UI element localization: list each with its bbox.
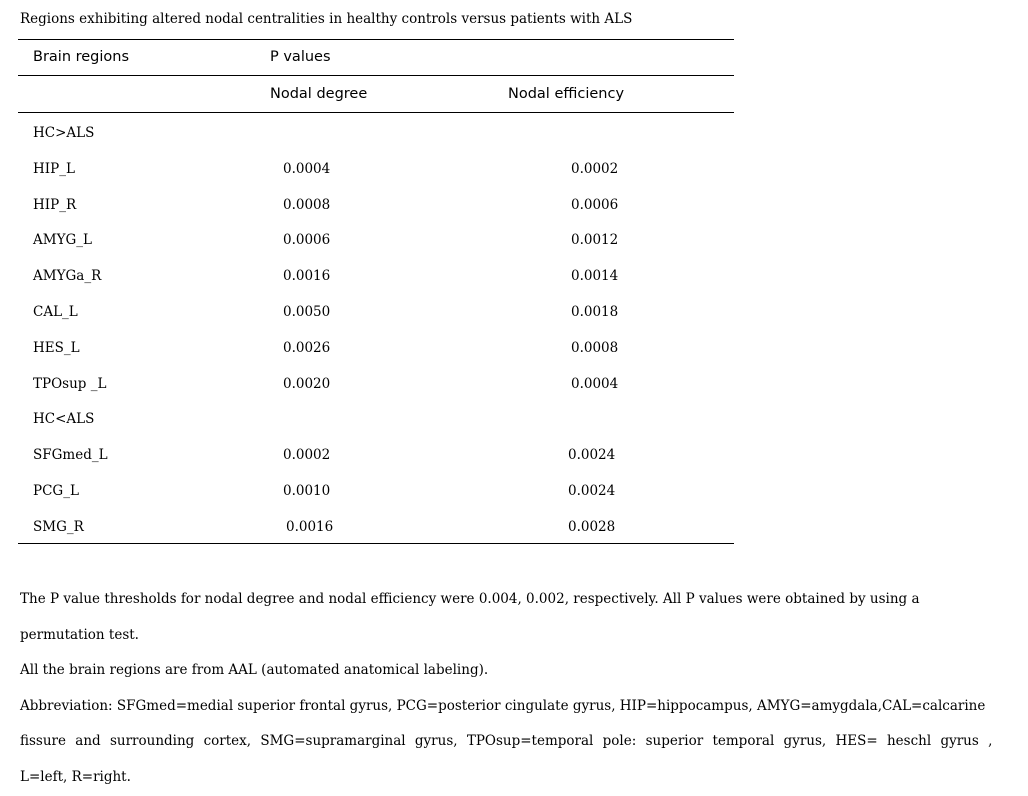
note-threshold-cont: permutation test.	[20, 626, 139, 643]
nodal-efficiency-cell: 0.0014	[571, 268, 619, 285]
nodal-degree-cell: 0.0016	[286, 518, 334, 535]
nodal-efficiency-cell: 0.0002	[571, 160, 619, 177]
table-row	[0, 186, 740, 222]
table-row	[0, 150, 740, 186]
header-rule-1	[18, 75, 734, 76]
table-notes	[20, 582, 1010, 795]
table-row	[0, 329, 740, 365]
region-cell: HIP_R	[33, 196, 77, 213]
nodal-degree-cell: 0.0008	[283, 196, 331, 213]
table-row	[0, 436, 740, 472]
note-abbreviation: Abbreviation: SFGmed=medial superior frontal gyrus, PCG=posterior cingulate gyrus, HIP=hippocampus, AMYG=amygdala,CAL=calcarine	[20, 697, 986, 714]
header-nodal-efficiency: Nodal efficiency	[508, 86, 625, 102]
nodal-degree-cell: 0.0010	[283, 482, 331, 499]
region-cell: SFGmed_L	[33, 447, 108, 464]
nodal-degree-cell: 0.0006	[283, 232, 331, 249]
note-aal: All the brain regions are from AAL (automated anatomical labeling).	[20, 662, 489, 678]
header-rule-2	[18, 112, 734, 113]
region-cell: AMYG_L	[33, 232, 92, 249]
header-brain-regions: Brain regions	[33, 49, 130, 65]
region-cell: CAL_L	[33, 303, 78, 320]
group-label: HC>ALS	[33, 125, 95, 141]
table-row	[0, 472, 740, 508]
region-cell: HIP_L	[33, 160, 75, 177]
nodal-degree-cell: 0.0020	[283, 375, 331, 392]
region-cell: PCG_L	[33, 482, 79, 499]
table-title: Regions exhibiting altered nodal centralities in healthy controls versus patients with ALS	[20, 11, 633, 27]
nodal-efficiency-cell: 0.0012	[571, 232, 619, 249]
table-row	[0, 365, 740, 401]
nodal-degree-cell: 0.0050	[283, 303, 331, 320]
table-row-group-hc-lt-als	[0, 400, 740, 436]
table-top-rule	[18, 39, 734, 40]
note-threshold: The P value thresholds for nodal degree and nodal efficiency were 0.004, 0.002, respectively. All P values were obtained by using a	[20, 591, 920, 607]
table-row	[0, 508, 740, 544]
region-cell: TPOsup _L	[33, 375, 107, 392]
table-body	[0, 114, 740, 544]
group-label: HC<ALS	[33, 411, 95, 428]
header-nodal-degree: Nodal degree	[270, 86, 368, 102]
nodal-degree-cell: 0.0026	[283, 339, 331, 356]
region-cell: HES_L	[33, 339, 80, 356]
region-cell: AMYGa_R	[33, 268, 102, 285]
nodal-efficiency-cell: 0.0024	[568, 447, 616, 464]
nodal-efficiency-cell: 0.0028	[568, 518, 616, 535]
nodal-efficiency-cell: 0.0018	[571, 303, 619, 320]
table-bottom-rule	[18, 543, 734, 544]
note-abbreviation-cont: fissure and surrounding cortex, SMG=supramarginal gyrus, TPOsup=temporal pole: superior temporal gyrus, HES= heschl gyrus ,	[20, 733, 993, 749]
table-row	[0, 257, 740, 293]
nodal-degree-cell: 0.0016	[283, 268, 331, 285]
header-p-values: P values	[270, 49, 331, 65]
nodal-efficiency-cell: 0.0006	[571, 196, 619, 213]
nodal-efficiency-cell: 0.0024	[568, 482, 616, 499]
note-abbreviation-end: L=left, R=right.	[20, 768, 131, 785]
table-row-group-hc-gt-als	[0, 114, 740, 150]
nodal-degree-cell: 0.0004	[283, 160, 331, 177]
table-row	[0, 221, 740, 257]
table-row	[0, 293, 740, 329]
nodal-efficiency-cell: 0.0008	[571, 339, 619, 356]
nodal-efficiency-cell: 0.0004	[571, 375, 619, 392]
nodal-degree-cell: 0.0002	[283, 447, 331, 464]
region-cell: SMG_R	[33, 518, 84, 535]
